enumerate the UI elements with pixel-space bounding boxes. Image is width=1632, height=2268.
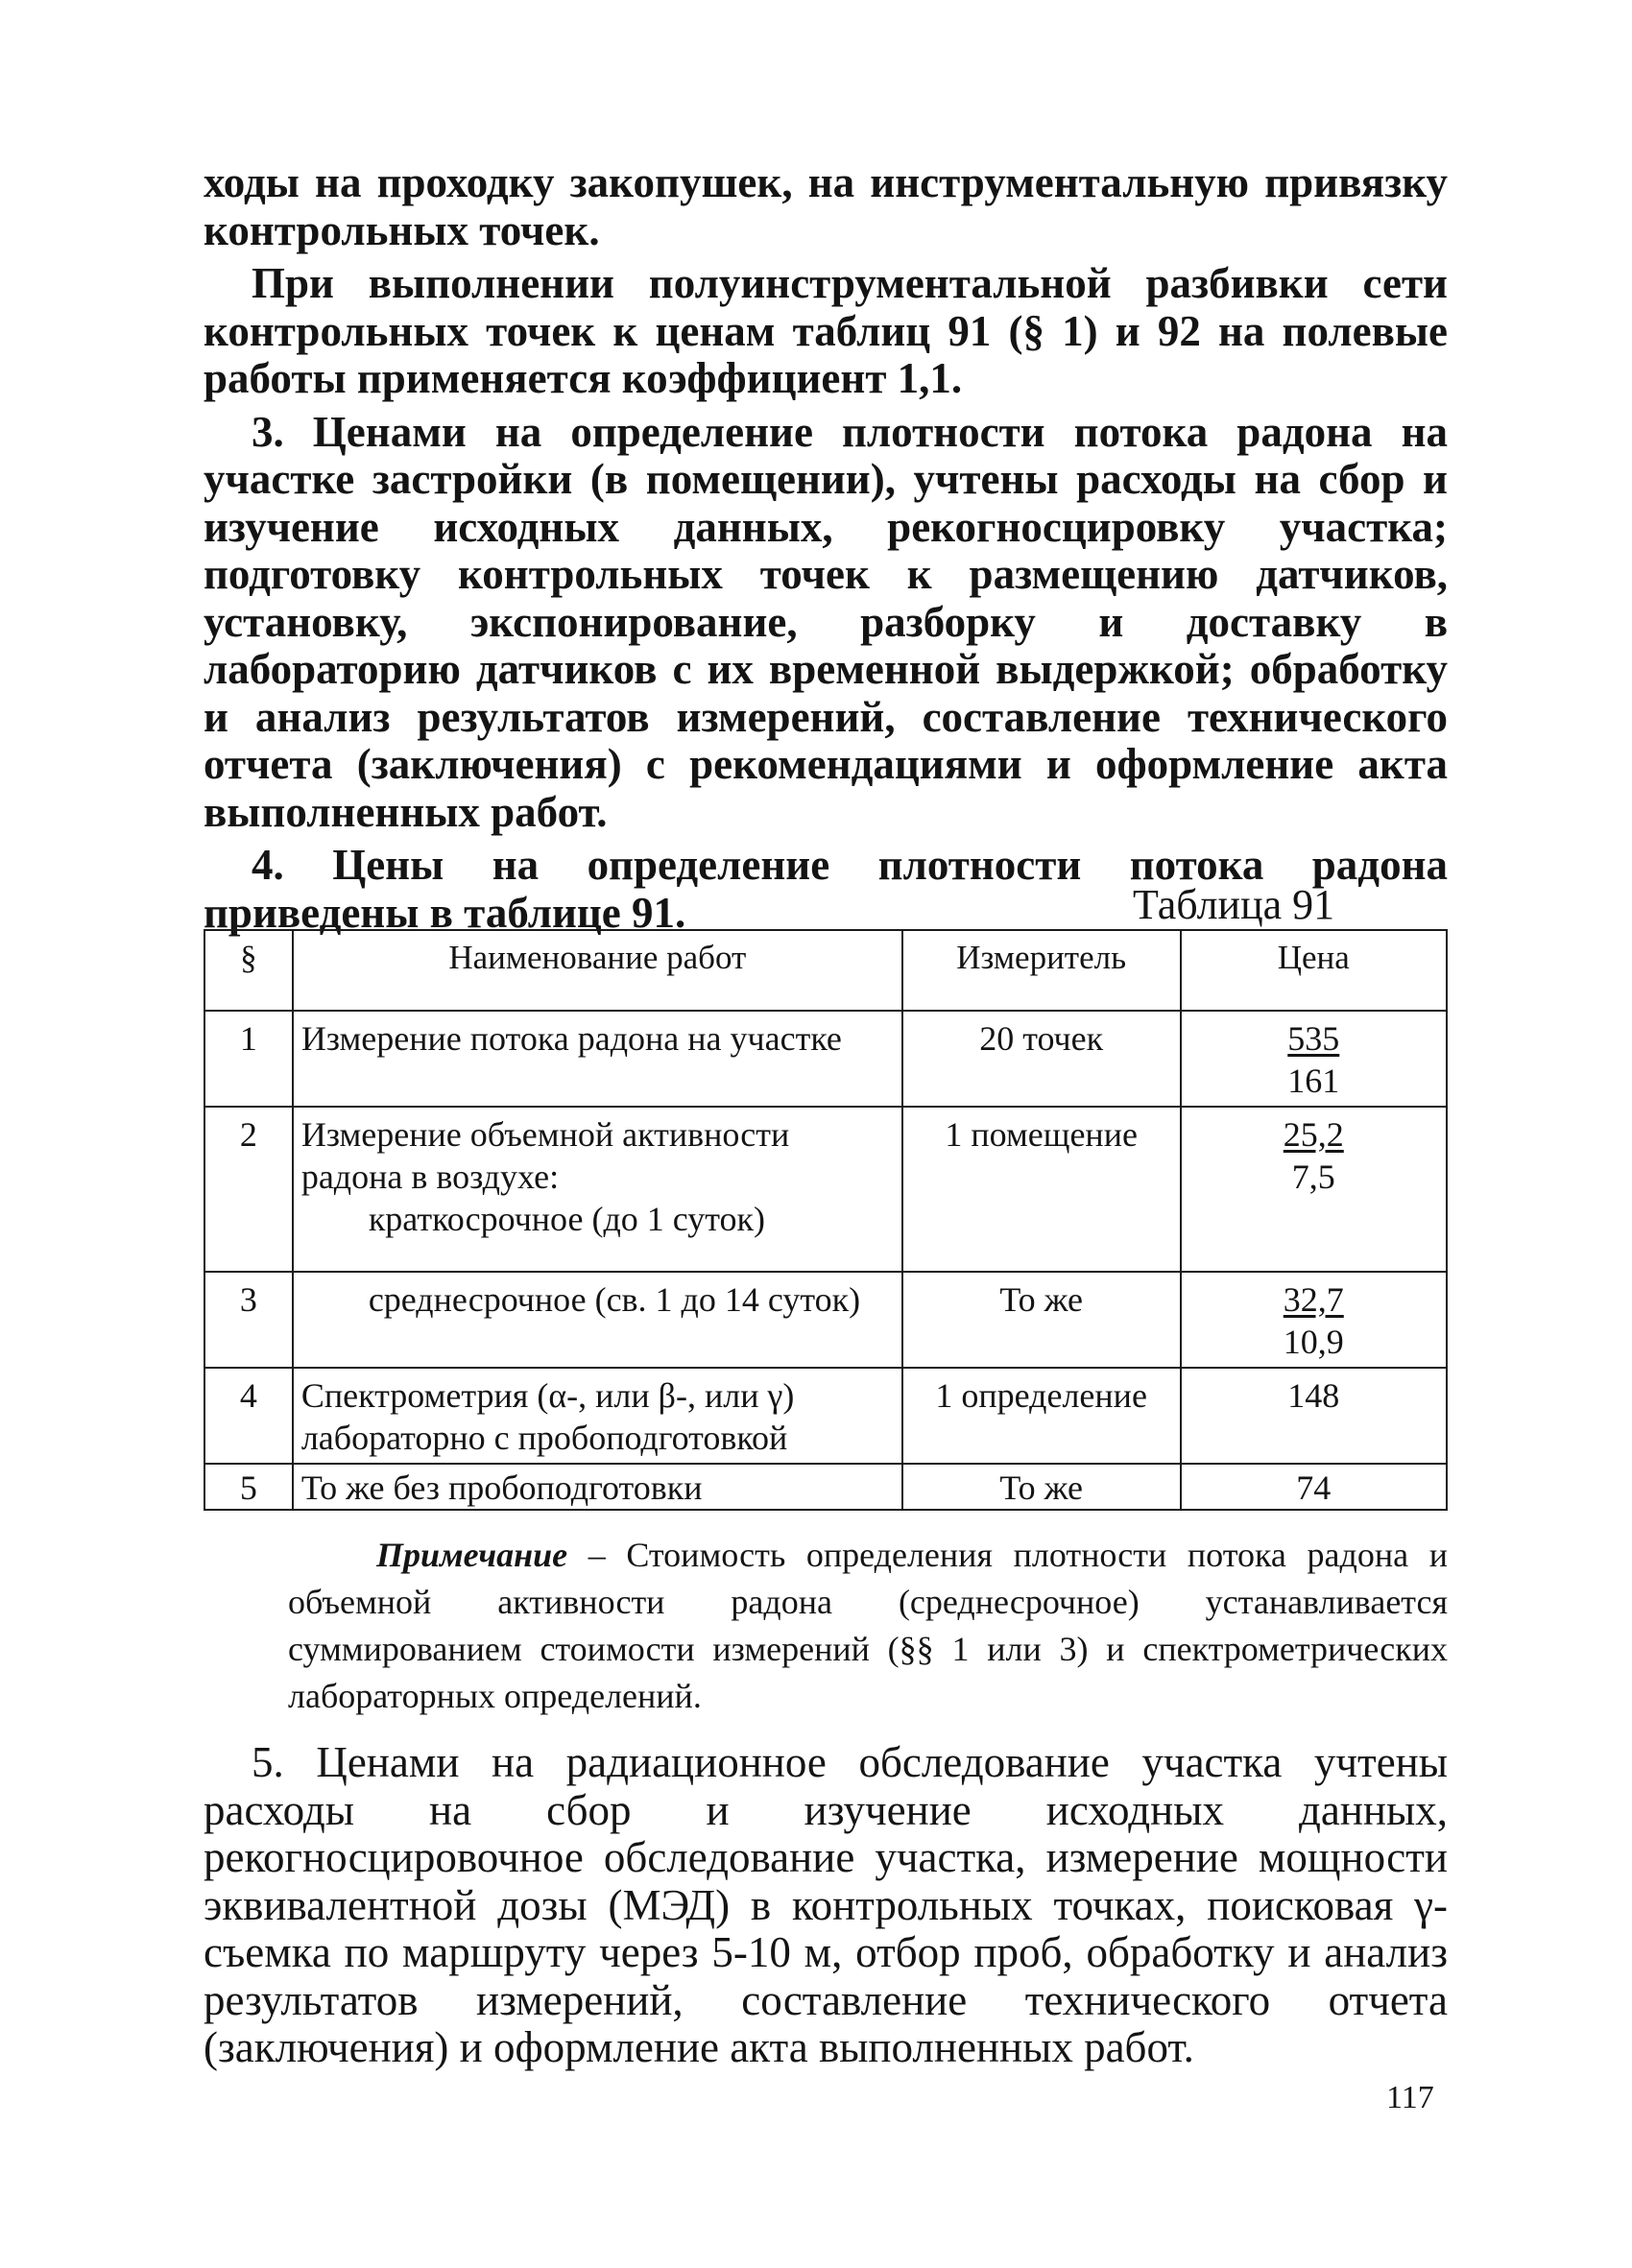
row-unit: 1 помещение: [902, 1107, 1181, 1272]
price-numerator: 25,2: [1283, 1115, 1344, 1154]
row-number: 2: [204, 1107, 293, 1272]
price-table: [204, 929, 1448, 1511]
row-number: 4: [204, 1368, 293, 1464]
row-work-name: Спектрометрия (α-, или β-, или γ) лабораторно с пробоподготовкой: [293, 1368, 902, 1464]
row-unit: 1 определение: [902, 1368, 1181, 1464]
table-row: [204, 1464, 1447, 1510]
row-number: 1: [204, 1011, 293, 1107]
paragraph-semi-instrumental: При выполнении полуинструментальной разбивки сети контрольных точек к ценам таблиц 91 (§ 1) и 92 на полевые работы применяется коэффициент 1,1.: [204, 259, 1448, 402]
table-header-row: [204, 930, 1447, 1011]
row-number: 5: [204, 1464, 293, 1510]
row-work-name-sub: среднесрочное (св. 1 до 14 суток): [368, 1280, 861, 1319]
header-work-name: Наименование работ: [293, 930, 902, 1011]
row-work-name-sub: краткосрочное (до 1 суток): [368, 1200, 766, 1238]
row-unit: 20 точек: [902, 1011, 1181, 1107]
paragraph-continuation: ходы на проходку закопушек, на инструментальную привязку контрольных точек.: [204, 158, 1448, 254]
row-work-name: [293, 1107, 902, 1272]
table-note: [288, 1532, 1448, 1720]
price-denominator: 10,9: [1283, 1323, 1344, 1361]
row-price: [1181, 1107, 1447, 1272]
row-price: 148: [1181, 1368, 1447, 1464]
row-unit: То же: [902, 1464, 1181, 1510]
page-number: 117: [1386, 2080, 1434, 2115]
price-numerator: 535: [1287, 1019, 1340, 1058]
paragraph-4: 4. Цены на определение плотности потока радона приведены в таблице 91.: [204, 841, 1448, 937]
note-text: – Стоимость определения плотности потока радона и объемной активности радона (среднесрочное) устанавливается суммированием стоимости измерений (§§ 1 или 3) и спектрометрических лабораторных определений.: [288, 1536, 1448, 1715]
text-block-top: [204, 159, 1448, 937]
table-row: [204, 1107, 1447, 1272]
table-row: [204, 1272, 1447, 1368]
row-unit: То же: [902, 1272, 1181, 1368]
row-work-name: [293, 1272, 902, 1368]
header-unit: Измеритель: [902, 930, 1181, 1011]
header-price: Цена: [1181, 930, 1447, 1011]
price-denominator: 161: [1287, 1062, 1340, 1100]
text-block-bottom: [204, 1739, 1448, 2072]
row-work-name: То же без пробоподготовки: [293, 1464, 902, 1510]
row-price: [1181, 1272, 1447, 1368]
note-label: Примечание: [376, 1536, 568, 1574]
row-price: 74: [1181, 1464, 1447, 1510]
row-price: [1181, 1011, 1447, 1107]
table-title: Таблица 91: [1133, 881, 1335, 928]
price-denominator: 7,5: [1291, 1158, 1335, 1196]
row-work-name: Измерение потока радона на участке: [293, 1011, 902, 1107]
row-number: 3: [204, 1272, 293, 1368]
header-section: §: [204, 930, 293, 1011]
price-numerator: 32,7: [1283, 1280, 1344, 1319]
paragraph-3: 3. Ценами на определение плотности потока радона на участке застройки (в помещении), учтены расходы на сбор и изучение исходных данных, рекогносцировку участка; подготовку контрольных точек к размещению датчиков, установку, экспонирование, разборку и доставку в лабораторию датчиков с их временной выдержкой; обработку и анализ результатов измерений, составление технического отчета (заключения) с рекомендациями и оформление акта выполненных работ.: [204, 407, 1448, 836]
table-row: [204, 1011, 1447, 1107]
row-work-name-main: Измерение объемной активности радона в воздухе:: [300, 1115, 790, 1196]
paragraph-5: 5. Ценами на радиационное обследование участка учтены расходы на сбор и изучение исходных данных, рекогносцировочное обследование участка, измерение мощности эквивалентной дозы (МЭД) в контрольных точках, поисковая γ-съемка по маршруту через 5-10 м, отбор проб, обработку и анализ результатов измерений, составление технического отчета (заключения) и оформление акта выполненных работ.: [204, 1738, 1448, 2071]
table-row: [204, 1368, 1447, 1464]
